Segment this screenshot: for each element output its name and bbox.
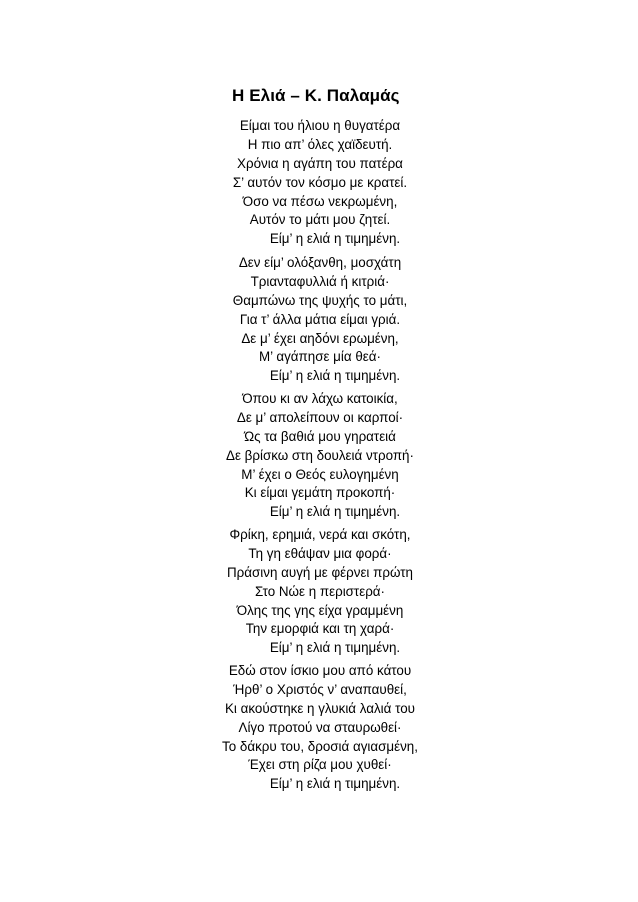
verse-line: Θαμπώνω της ψυχής το μάτι, bbox=[232, 292, 408, 308]
verse-line: Δε μ’ έχει αηδόνι ερωμένη, bbox=[241, 330, 399, 346]
stanza-3 bbox=[210, 390, 430, 522]
verse-line: Όλης της γης είχα γραμμένη bbox=[236, 602, 404, 618]
verse-line: Σ’ αυτόν τον κόσμο με κρατεί. bbox=[232, 174, 408, 190]
refrain-line: Είμ’ η ελιά η τιμημένη. bbox=[269, 368, 401, 384]
refrain-line: Είμ’ η ελιά η τιμημένη. bbox=[269, 231, 401, 247]
verse-line: Το δάκρυ του, δροσιά αγιασμένη, bbox=[222, 738, 418, 754]
verse-line: Δε μ’ απολείπουν οι καρποί· bbox=[236, 409, 404, 425]
stanza-5 bbox=[210, 662, 430, 794]
verse-line: Η πιο απ’ όλες χαϊδευτή. bbox=[247, 136, 393, 152]
verse-line: Πράσινη αυγή με φέρνει πρώτη bbox=[227, 564, 413, 580]
verse-line: Όσο να πέσω νεκρωμένη, bbox=[242, 193, 398, 209]
verse-line: Εδώ στον ίσκιο μου από κάτου bbox=[228, 663, 412, 678]
verse-line: Χρόνια η αγάπη του πατέρα bbox=[237, 155, 403, 171]
verse-line: Κι είμαι γεμάτη προκοπή· bbox=[244, 485, 396, 501]
verse-line: Δε βρίσκω στη δουλειά ντροπή· bbox=[226, 447, 414, 463]
refrain-line: Είμ’ η ελιά η τιμημένη. bbox=[269, 504, 401, 520]
verse-line: Φρίκη, ερημιά, νερά και σκότη, bbox=[229, 527, 411, 542]
verse-line: Μ’ αγάπησε μία θεά· bbox=[259, 349, 381, 365]
verse-line: Όπου κι αν λάχω κατοικία, bbox=[242, 391, 398, 406]
verse-line: Είμαι του ήλιου η θυγατέρα bbox=[239, 118, 401, 133]
verse-line: Ήρθ’ ο Χριστός ν’ αναπαυθεί, bbox=[233, 681, 407, 697]
verse-line: Δεν είμ’ ολόξανθη, μοσχάτη bbox=[238, 255, 402, 270]
verse-line: Μ’ έχει ο Θεός ευλογημένη bbox=[241, 466, 399, 482]
stanza-2 bbox=[210, 254, 430, 386]
verse-line: Τη γη εθάψαν μια φορά· bbox=[248, 545, 392, 561]
poem-title: Η Ελιά – Κ. Παλαμάς bbox=[232, 86, 400, 105]
verse-line: Τριανταφυλλιά ή κιτριά· bbox=[250, 273, 390, 289]
verse-line: Στο Νώε η περιστερά· bbox=[254, 583, 386, 599]
verse-line: Αυτόν το μάτι μου ζητεί. bbox=[249, 212, 391, 228]
verse-line: Κι ακούστηκε η γλυκιά λαλιά του bbox=[225, 700, 415, 716]
verse-line: Για τ’ άλλα μάτια είμαι γριά. bbox=[239, 311, 401, 327]
refrain-line: Είμ’ η ελιά η τιμημένη. bbox=[269, 776, 401, 792]
verse-line: Την εμορφιά και τη χαρά· bbox=[245, 621, 395, 637]
verse-line: Ώς τα βαθιά μου γηρατειά bbox=[244, 428, 396, 444]
stanza-1 bbox=[210, 117, 430, 249]
verse-line: Λίγο προτού να σταυρωθεί· bbox=[238, 719, 402, 735]
refrain-line: Είμ’ η ελιά η τιμημένη. bbox=[269, 640, 401, 656]
stanza-4 bbox=[210, 526, 430, 658]
verse-line: Έχει στη ρίζα μου χυθεί· bbox=[248, 757, 392, 773]
